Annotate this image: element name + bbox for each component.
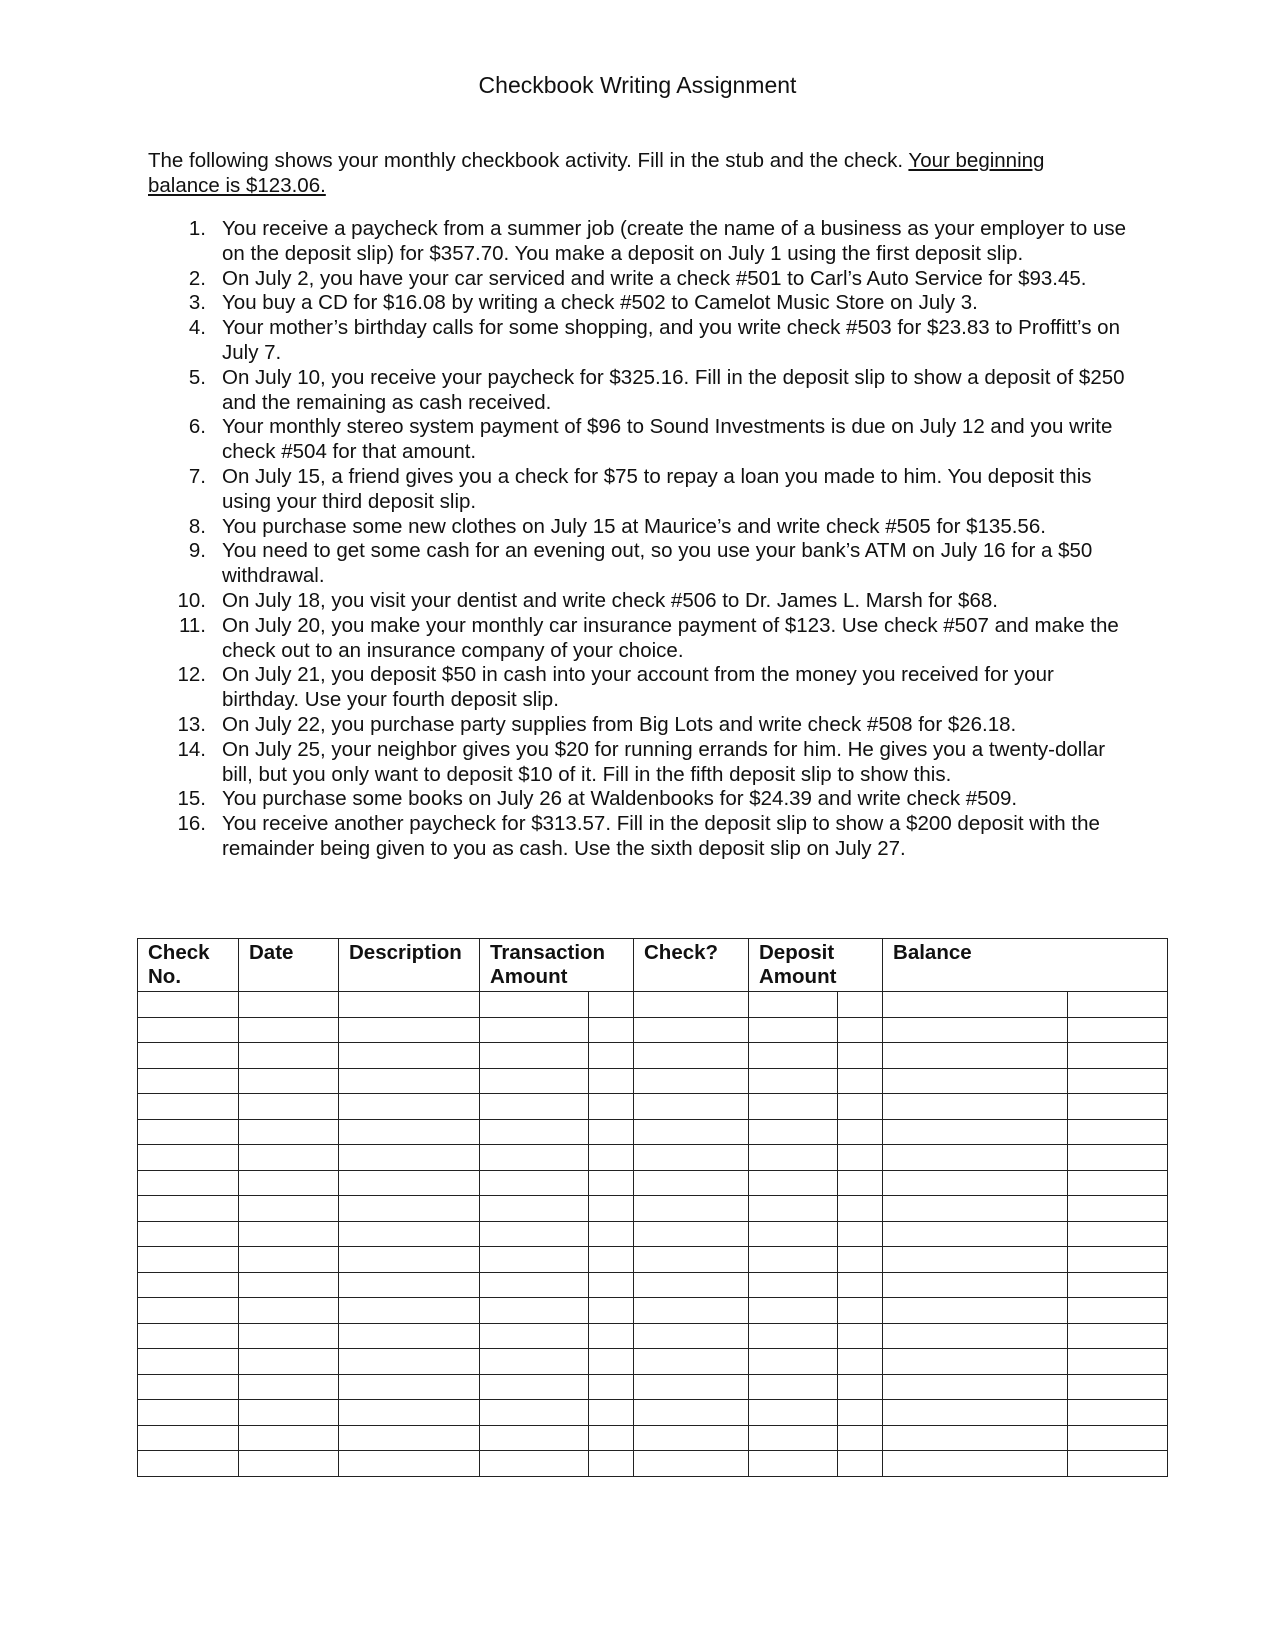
table-cell[interactable] — [138, 1196, 239, 1222]
table-cell[interactable] — [138, 1298, 239, 1324]
table-cell[interactable] — [838, 1170, 883, 1196]
table-cell[interactable] — [339, 1170, 480, 1196]
list-item-text: Your mother’s birthday calls for some shopping, and you write check #503 for $23.83 to Proffitt’s on July 7. — [222, 316, 1120, 364]
table-cell[interactable] — [1068, 1017, 1168, 1043]
table-cell[interactable] — [883, 1374, 1068, 1400]
table-cell[interactable] — [138, 1094, 239, 1120]
table-cell[interactable] — [838, 1196, 883, 1222]
table-cell[interactable] — [339, 1017, 480, 1043]
table-cell[interactable] — [838, 1017, 883, 1043]
table-cell[interactable] — [339, 1119, 480, 1145]
table-cell[interactable] — [589, 1221, 634, 1247]
table-header-row — [138, 939, 1168, 992]
table-cell[interactable] — [589, 1170, 634, 1196]
list-item-number: 1. — [188, 217, 206, 240]
list-item — [148, 713, 1128, 738]
intro-text: The following shows your monthly checkbook activity. Fill in the stub and the check. — [148, 149, 909, 172]
table-cell[interactable] — [480, 1170, 589, 1196]
list-item — [148, 614, 1128, 664]
table-cell[interactable] — [749, 1374, 838, 1400]
table-cell[interactable] — [1068, 1068, 1168, 1094]
table-cell[interactable] — [589, 1043, 634, 1069]
table-cell[interactable] — [1068, 1247, 1168, 1273]
table-cell[interactable] — [749, 1451, 838, 1477]
table-cell[interactable] — [239, 1196, 339, 1222]
header-check-no: Check No. — [138, 939, 239, 992]
table-cell[interactable] — [138, 1451, 239, 1477]
list-item-number: 15. — [177, 787, 206, 811]
table-cell[interactable] — [138, 1323, 239, 1349]
table-cell[interactable] — [838, 1400, 883, 1426]
table-cell[interactable] — [883, 1400, 1068, 1426]
list-item — [148, 366, 1128, 416]
table-cell[interactable] — [634, 1145, 749, 1171]
list-item-text: You purchase some books on July 26 at Waldenbooks for $24.39 and write check #509. — [222, 787, 1018, 811]
table-cell[interactable] — [138, 1374, 239, 1400]
list-item-text: On July 10, you receive your paycheck for $325.16. Fill in the deposit slip to show a deposit of $250 and the remaining as cash received. — [222, 365, 1125, 414]
table-cell[interactable] — [589, 1272, 634, 1298]
table-cell[interactable] — [589, 992, 634, 1018]
list-item — [148, 217, 1128, 267]
table-cell[interactable] — [589, 1323, 634, 1349]
list-item — [148, 291, 1128, 316]
table-cell[interactable] — [883, 1451, 1068, 1477]
table-row — [138, 1170, 1168, 1196]
table-cell[interactable] — [138, 1043, 239, 1069]
table-cell[interactable] — [480, 1247, 589, 1273]
table-cell[interactable] — [480, 1451, 589, 1477]
table-row — [138, 1247, 1168, 1273]
table-cell[interactable] — [239, 1425, 339, 1451]
table-cell[interactable] — [883, 1043, 1068, 1069]
table-cell[interactable] — [634, 1323, 749, 1349]
table-cell[interactable] — [239, 1094, 339, 1120]
table-cell[interactable] — [480, 1272, 589, 1298]
table-row — [138, 1221, 1168, 1247]
table-cell[interactable] — [339, 1400, 480, 1426]
table-cell[interactable] — [883, 1196, 1068, 1222]
table-row — [138, 1323, 1168, 1349]
table-cell[interactable] — [339, 1094, 480, 1120]
table-cell[interactable] — [838, 1094, 883, 1120]
table-cell[interactable] — [749, 1247, 838, 1273]
table-cell[interactable] — [838, 1272, 883, 1298]
table-cell[interactable] — [749, 1400, 838, 1426]
table-cell[interactable] — [239, 1272, 339, 1298]
header-balance: Balance — [883, 939, 1168, 992]
table-cell[interactable] — [339, 1323, 480, 1349]
list-item-text: On July 15, a friend gives you a check for $75 to repay a loan you made to him. You deposit this using your third deposit slip. — [222, 464, 1092, 513]
table-cell[interactable] — [339, 1043, 480, 1069]
table-cell[interactable] — [589, 1298, 634, 1324]
table-cell[interactable] — [749, 1094, 838, 1120]
list-item — [148, 515, 1128, 540]
table-cell[interactable] — [480, 1349, 589, 1375]
table-cell[interactable] — [1068, 992, 1168, 1018]
table-cell[interactable] — [239, 1221, 339, 1247]
table-cell[interactable] — [339, 1145, 480, 1171]
table-cell[interactable] — [339, 1425, 480, 1451]
table-cell[interactable] — [589, 1119, 634, 1145]
header-description: Description — [339, 939, 480, 992]
table-cell[interactable] — [589, 1247, 634, 1273]
table-cell[interactable] — [480, 1043, 589, 1069]
table-cell[interactable] — [138, 1170, 239, 1196]
table-cell[interactable] — [339, 1298, 480, 1324]
table-cell[interactable] — [239, 1145, 339, 1171]
checkbook-register-table — [137, 938, 1168, 1477]
table-cell[interactable] — [589, 1094, 634, 1120]
table-cell[interactable] — [749, 1298, 838, 1324]
table-cell[interactable] — [1068, 1451, 1168, 1477]
list-item — [148, 316, 1128, 366]
table-cell[interactable] — [480, 992, 589, 1018]
table-cell[interactable] — [749, 1145, 838, 1171]
table-cell[interactable] — [589, 1017, 634, 1043]
table-row — [138, 1349, 1168, 1375]
list-item — [148, 787, 1128, 812]
table-cell[interactable] — [634, 1221, 749, 1247]
table-cell[interactable] — [1068, 1196, 1168, 1222]
table-cell[interactable] — [339, 1068, 480, 1094]
table-cell[interactable] — [138, 992, 239, 1018]
table-cell[interactable] — [749, 1119, 838, 1145]
list-item-number: 2. — [188, 266, 206, 290]
table-cell[interactable] — [838, 1221, 883, 1247]
table-cell[interactable] — [589, 1145, 634, 1171]
table-cell[interactable] — [749, 1196, 838, 1222]
table-cell[interactable] — [138, 1068, 239, 1094]
table-cell[interactable] — [239, 1451, 339, 1477]
table-cell[interactable] — [634, 1298, 749, 1324]
table-cell[interactable] — [239, 1374, 339, 1400]
table-cell[interactable] — [749, 992, 838, 1018]
list-item-number: 3. — [188, 291, 206, 315]
table-cell[interactable] — [480, 1145, 589, 1171]
list-item-number: 12. — [177, 663, 206, 687]
table-cell[interactable] — [589, 1349, 634, 1375]
table-cell[interactable] — [480, 1068, 589, 1094]
table-row — [138, 1145, 1168, 1171]
table-cell[interactable] — [480, 1400, 589, 1426]
table-cell[interactable] — [838, 992, 883, 1018]
table-cell[interactable] — [339, 1451, 480, 1477]
table-cell[interactable] — [883, 1272, 1068, 1298]
table-cell[interactable] — [838, 1323, 883, 1349]
table-cell[interactable] — [480, 1196, 589, 1222]
table-cell[interactable] — [634, 992, 749, 1018]
table-row — [138, 1272, 1168, 1298]
table-cell[interactable] — [883, 1119, 1068, 1145]
table-cell[interactable] — [1068, 1374, 1168, 1400]
table-cell[interactable] — [589, 1400, 634, 1426]
table-row — [138, 992, 1168, 1018]
table-cell[interactable] — [749, 1017, 838, 1043]
table-cell[interactable] — [138, 1119, 239, 1145]
table-cell[interactable] — [1068, 1425, 1168, 1451]
table-cell[interactable] — [883, 1298, 1068, 1324]
table-cell[interactable] — [589, 1196, 634, 1222]
table-cell[interactable] — [480, 1017, 589, 1043]
table-cell[interactable] — [883, 1145, 1068, 1171]
table-cell[interactable] — [749, 1425, 838, 1451]
header-date: Date — [239, 939, 339, 992]
table-cell[interactable] — [838, 1145, 883, 1171]
table-row — [138, 1451, 1168, 1477]
table-cell[interactable] — [480, 1119, 589, 1145]
table-cell[interactable] — [138, 1017, 239, 1043]
table-cell[interactable] — [634, 1349, 749, 1375]
table-cell[interactable] — [838, 1451, 883, 1477]
table-cell[interactable] — [239, 1017, 339, 1043]
table-cell[interactable] — [1068, 1272, 1168, 1298]
table-cell[interactable] — [749, 1349, 838, 1375]
table-cell[interactable] — [634, 1196, 749, 1222]
table-cell[interactable] — [239, 1298, 339, 1324]
list-item — [148, 589, 1128, 614]
table-cell[interactable] — [339, 1272, 480, 1298]
header-deposit-amount: Deposit Amount — [749, 939, 883, 992]
table-cell[interactable] — [339, 1374, 480, 1400]
list-item-text: On July 2, you have your car serviced and write a check #501 to Carl’s Auto Service for $93.45. — [222, 266, 1087, 290]
table-cell[interactable] — [883, 1017, 1068, 1043]
table-cell[interactable] — [239, 1247, 339, 1273]
table-cell[interactable] — [239, 992, 339, 1018]
page-title: Checkbook Writing Assignment — [478, 72, 797, 98]
list-item-text: On July 25, your neighbor gives you $20 for running errands for him. He gives you a twenty-dollar bill, but you only want to deposit $10 of it. Fill in the fifth deposit slip to show this. — [222, 737, 1106, 786]
list-item-number: 4. — [188, 316, 206, 340]
table-cell[interactable] — [1068, 1170, 1168, 1196]
table-cell[interactable] — [239, 1043, 339, 1069]
list-item-text: You receive a paycheck from a summer job (create the name of a business as your employer to use on the deposit slip) for $357.70. You make a deposit on July 1 using the first deposit slip. — [222, 217, 1126, 265]
table-cell[interactable] — [480, 1221, 589, 1247]
table-cell[interactable] — [634, 1068, 749, 1094]
table-cell[interactable] — [838, 1349, 883, 1375]
table-cell[interactable] — [883, 1068, 1068, 1094]
table-cell[interactable] — [634, 1400, 749, 1426]
table-cell[interactable] — [838, 1119, 883, 1145]
list-item-number: 6. — [188, 415, 206, 439]
table-cell[interactable] — [883, 1425, 1068, 1451]
header-check: Check? — [634, 939, 749, 992]
list-item-text: On July 21, you deposit $50 in cash into your account from the money you received for your birthday. Use your fourth deposit slip. — [222, 663, 1054, 712]
list-item-text: You need to get some cash for an evening out, so you use your bank’s ATM on July 16 for a $50 withdrawal. — [222, 539, 1093, 588]
table-cell[interactable] — [339, 1196, 480, 1222]
list-item-text: On July 18, you visit your dentist and write check #506 to Dr. James L. Marsh for $68. — [222, 588, 998, 612]
table-cell[interactable] — [239, 1349, 339, 1375]
table-cell[interactable] — [138, 1400, 239, 1426]
table-row — [138, 1068, 1168, 1094]
table-cell[interactable] — [1068, 1145, 1168, 1171]
table-cell[interactable] — [634, 1094, 749, 1120]
table-cell[interactable] — [749, 1272, 838, 1298]
list-item — [148, 267, 1128, 292]
table-cell[interactable] — [480, 1298, 589, 1324]
table-cell[interactable] — [339, 1349, 480, 1375]
table-cell[interactable] — [883, 1349, 1068, 1375]
table-cell[interactable] — [1068, 1400, 1168, 1426]
table-cell[interactable] — [634, 1119, 749, 1145]
table-cell[interactable] — [480, 1094, 589, 1120]
list-item-text: You buy a CD for $16.08 by writing a check #502 to Camelot Music Store on July 3. — [222, 291, 978, 315]
table-cell[interactable] — [339, 1221, 480, 1247]
register-body — [138, 992, 1168, 1477]
table-cell[interactable] — [838, 1298, 883, 1324]
table-cell[interactable] — [749, 1323, 838, 1349]
table-cell[interactable] — [883, 992, 1068, 1018]
list-item-text: Your monthly stereo system payment of $96 to Sound Investments is due on July 12 and you write check #504 for that amount. — [222, 415, 1113, 464]
header-transaction-amount: Transaction Amount — [480, 939, 634, 992]
table-cell[interactable] — [239, 1400, 339, 1426]
table-cell[interactable] — [749, 1043, 838, 1069]
table-cell[interactable] — [883, 1247, 1068, 1273]
table-cell[interactable] — [634, 1374, 749, 1400]
table-cell[interactable] — [1068, 1119, 1168, 1145]
table-cell[interactable] — [138, 1349, 239, 1375]
table-row — [138, 1043, 1168, 1069]
table-cell[interactable] — [339, 1247, 480, 1273]
table-cell[interactable] — [480, 1425, 589, 1451]
table-cell[interactable] — [239, 1068, 339, 1094]
list-item-number: 11. — [179, 613, 206, 637]
table-cell[interactable] — [749, 1068, 838, 1094]
list-item-number: 7. — [188, 464, 206, 488]
list-item — [148, 738, 1128, 788]
list-item-number: 14. — [177, 737, 206, 761]
list-item-text: You receive another paycheck for $313.57. Fill in the deposit slip to show a $200 deposit with the remainder being given to you as cash. Use the sixth deposit slip on July 27. — [222, 812, 1100, 860]
table-cell[interactable] — [634, 1425, 749, 1451]
list-item-text: You purchase some new clothes on July 15 at Maurice’s and write check #505 for $135.56. — [222, 514, 1046, 538]
table-cell[interactable] — [480, 1323, 589, 1349]
beginning-balance-text: Your beginning balance is $123.06. — [148, 149, 1045, 197]
table-cell[interactable] — [1068, 1298, 1168, 1324]
table-row — [138, 1017, 1168, 1043]
table-row — [138, 1374, 1168, 1400]
table-cell[interactable] — [239, 1119, 339, 1145]
list-item — [148, 415, 1128, 465]
list-item-text: On July 22, you purchase party supplies from Big Lots and write check #508 for $26.18. — [222, 712, 1017, 736]
table-cell[interactable] — [838, 1425, 883, 1451]
table-cell[interactable] — [838, 1043, 883, 1069]
intro-paragraph — [148, 148, 1108, 198]
table-row — [138, 1196, 1168, 1222]
table-cell[interactable] — [634, 1247, 749, 1273]
table-cell[interactable] — [1068, 1323, 1168, 1349]
table-row — [138, 1119, 1168, 1145]
table-cell[interactable] — [339, 992, 480, 1018]
table-cell[interactable] — [138, 1145, 239, 1171]
table-cell[interactable] — [634, 1017, 749, 1043]
table-cell[interactable] — [589, 1425, 634, 1451]
table-cell[interactable] — [138, 1247, 239, 1273]
list-item-text: On July 20, you make your monthly car insurance payment of $123. Use check #507 and make the check out to an insurance company of your choice. — [222, 613, 1119, 662]
table-cell[interactable] — [634, 1272, 749, 1298]
table-cell[interactable] — [1068, 1043, 1168, 1069]
list-item-number: 10. — [177, 588, 206, 612]
list-item-number: 5. — [188, 365, 206, 389]
table-cell[interactable] — [480, 1374, 589, 1400]
table-cell[interactable] — [138, 1425, 239, 1451]
table-cell[interactable] — [634, 1170, 749, 1196]
table-row — [138, 1425, 1168, 1451]
table-cell[interactable] — [838, 1374, 883, 1400]
table-cell[interactable] — [883, 1221, 1068, 1247]
table-cell[interactable] — [749, 1221, 838, 1247]
list-item — [148, 539, 1128, 589]
table-cell[interactable] — [589, 1451, 634, 1477]
table-row — [138, 1298, 1168, 1324]
table-cell[interactable] — [138, 1272, 239, 1298]
list-item — [148, 465, 1128, 515]
list-item-number: 8. — [188, 514, 206, 538]
table-cell[interactable] — [138, 1221, 239, 1247]
table-cell[interactable] — [634, 1451, 749, 1477]
table-cell[interactable] — [883, 1323, 1068, 1349]
table-cell[interactable] — [838, 1247, 883, 1273]
list-item-number: 16. — [177, 812, 206, 836]
list-item — [148, 812, 1128, 862]
list-item-number: 13. — [177, 712, 206, 736]
table-cell[interactable] — [749, 1170, 838, 1196]
table-cell[interactable] — [589, 1068, 634, 1094]
table-cell[interactable] — [883, 1170, 1068, 1196]
table-cell[interactable] — [838, 1068, 883, 1094]
activity-list — [148, 217, 1128, 862]
table-cell[interactable] — [1068, 1094, 1168, 1120]
table-cell[interactable] — [589, 1374, 634, 1400]
table-row — [138, 1400, 1168, 1426]
table-cell[interactable] — [634, 1043, 749, 1069]
list-item — [148, 663, 1128, 713]
table-cell[interactable] — [239, 1323, 339, 1349]
table-cell[interactable] — [1068, 1349, 1168, 1375]
table-cell[interactable] — [883, 1094, 1068, 1120]
list-item-number: 9. — [188, 539, 206, 563]
table-cell[interactable] — [1068, 1221, 1168, 1247]
table-row — [138, 1094, 1168, 1120]
table-cell[interactable] — [239, 1170, 339, 1196]
